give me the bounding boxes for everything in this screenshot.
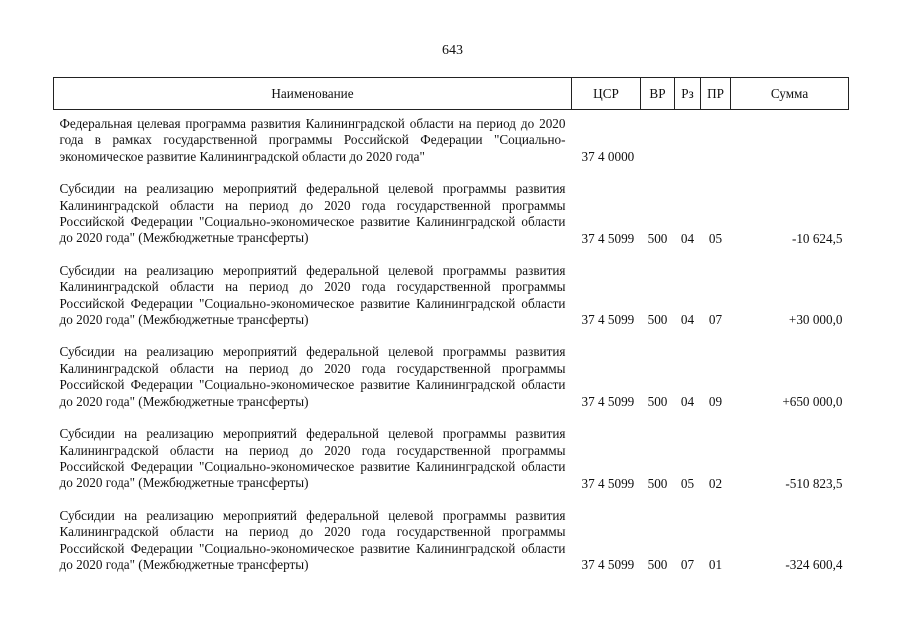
row-rz: 07 [680, 557, 695, 573]
row-pr [701, 110, 731, 176]
table-row [54, 420, 849, 502]
row-vr: 500 [647, 475, 668, 491]
row-rz [675, 110, 701, 176]
table-row [54, 338, 849, 420]
row-rz: 04 [680, 394, 695, 410]
row-sum: -10 624,5 [791, 230, 843, 246]
row-vr: 500 [647, 230, 668, 246]
row-sum: +30 000,0 [788, 312, 843, 328]
row-name: Федеральная целевая программа развития Калининградской области на период до 2020 года в рамках государственной программы Российской Федерации "Социально-экономическое развитие Калининградской области до 2020 года" [59, 116, 566, 164]
table-row [54, 257, 849, 339]
row-vr [641, 110, 675, 176]
table-header-row [54, 78, 849, 110]
header-vr: ВР [641, 78, 675, 110]
row-csr: 37 4 5099 [581, 230, 635, 246]
row-vr: 500 [647, 312, 668, 328]
budget-table [53, 77, 849, 583]
row-csr: 37 4 5099 [581, 557, 635, 573]
table-row [54, 175, 849, 257]
row-name: Субсидии на реализацию мероприятий федеральной целевой программы развития Калининградской области на период до 2020 года государственной программы Российской Федерации "Социально-экономическое развитие Калининградской области до 2020 года" (Межбюджетные трансферты) [59, 262, 566, 328]
row-rz: 05 [680, 475, 695, 491]
row-csr: 37 4 0000 [581, 149, 635, 165]
row-sum: +650 000,0 [782, 394, 843, 410]
header-csr: ЦСР [572, 78, 641, 110]
row-csr: 37 4 5099 [581, 475, 635, 491]
row-sum [731, 110, 849, 176]
row-vr: 500 [647, 394, 668, 410]
row-vr: 500 [647, 557, 668, 573]
row-csr: 37 4 5099 [581, 312, 635, 328]
header-name: Наименование [54, 78, 572, 110]
page-number: 643 [442, 43, 463, 58]
row-name: Субсидии на реализацию мероприятий федеральной целевой программы развития Калининградской области на период до 2020 года государственной программы Российской Федерации "Социально-экономическое развитие Калининградской области до 2020 года" (Межбюджетные трансферты) [59, 426, 566, 491]
table-row [54, 110, 849, 176]
row-sum: -324 600,4 [785, 557, 843, 573]
row-pr: 05 [708, 230, 723, 246]
row-pr: 09 [708, 394, 723, 410]
header-pr: ПР [701, 78, 731, 110]
row-pr: 07 [708, 312, 723, 328]
row-rz: 04 [680, 230, 695, 246]
row-sum: -510 823,5 [785, 475, 843, 491]
row-pr: 02 [708, 475, 723, 491]
row-name: Субсидии на реализацию мероприятий федеральной целевой программы развития Калининградской области на период до 2020 года государственной программы Российской Федерации "Социально-экономическое развитие Калининградской области до 2020 года" (Межбюджетные трансферты) [59, 181, 566, 246]
header-sum: Сумма [731, 78, 849, 110]
row-name: Субсидии на реализацию мероприятий федеральной целевой программы развития Калининградской области на период до 2020 года государственной программы Российской Федерации "Социально-экономическое развитие Калининградской области до 2020 года" (Межбюджетные трансферты) [59, 507, 566, 572]
header-rz: Рз [675, 78, 701, 110]
table-row [54, 502, 849, 584]
row-csr: 37 4 5099 [581, 394, 635, 410]
row-rz: 04 [680, 312, 695, 328]
row-pr: 01 [708, 557, 723, 573]
row-name: Субсидии на реализацию мероприятий федеральной целевой программы развития Калининградской области на период до 2020 года государственной программы Российской Федерации "Социально-экономическое развитие Калининградской области до 2020 года" (Межбюджетные трансферты) [59, 344, 566, 409]
